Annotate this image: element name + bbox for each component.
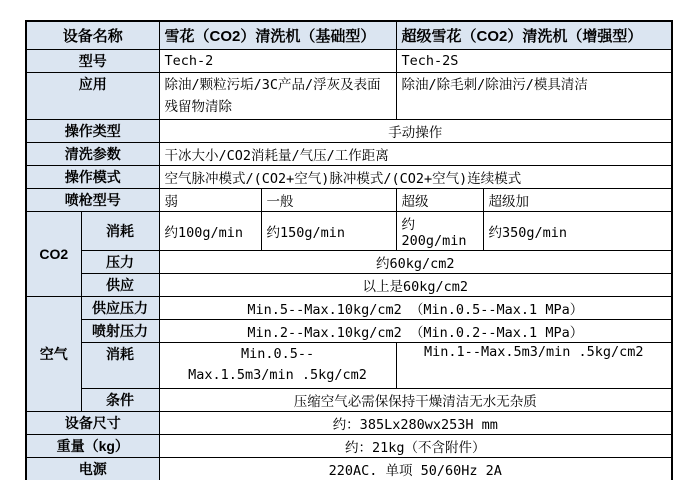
co2-consumption-normal: 约150g/min xyxy=(261,211,396,250)
row-weight xyxy=(26,434,672,457)
row-air-jet-pressure xyxy=(26,319,672,342)
air-group-label: 空气 xyxy=(26,296,81,411)
air-consumption-basic-line2: Max.1.5m3/min .5kg/cm2 xyxy=(188,366,367,383)
power-label: 电源 xyxy=(26,457,159,480)
air-condition-label: 条件 xyxy=(81,388,159,411)
gun-level-super: 超级 xyxy=(396,188,483,211)
co2-consumption-super-plus: 约350g/min xyxy=(483,211,672,250)
power-value: 220AC. 单项 50/60Hz 2A xyxy=(159,457,672,480)
spec-table xyxy=(25,20,673,480)
operation-mode-label: 操作模式 xyxy=(26,165,159,188)
application-basic: 除油/颗粒污垢/3C产品/浮灰及表面残留物清除 xyxy=(159,72,396,119)
operation-type-label: 操作类型 xyxy=(26,119,159,142)
co2-pressure-value: 约60kg/cm2 xyxy=(159,250,672,273)
row-co2-consumption xyxy=(26,211,672,250)
device-name-basic: 雪花（CO2）清洗机（基础型） xyxy=(159,21,396,49)
row-air-supply-pressure xyxy=(26,296,672,319)
air-consumption-basic xyxy=(159,342,396,388)
row-air-consumption xyxy=(26,342,672,388)
gun-level-weak: 弱 xyxy=(159,188,261,211)
air-consumption-basic-line1: Min.0.5-- xyxy=(240,345,315,362)
co2-pressure-label: 压力 xyxy=(81,250,159,273)
gun-level-super-plus: 超级加 xyxy=(483,188,672,211)
co2-consumption-weak: 约100g/min xyxy=(159,211,261,250)
row-application xyxy=(26,72,672,119)
model-enhanced: Tech-2S xyxy=(396,49,672,72)
application-label: 应用 xyxy=(26,72,159,119)
cleaning-params-value: 干冰大小/CO2消耗量/气压/工作距离 xyxy=(159,142,672,165)
row-operation-type xyxy=(26,119,672,142)
co2-group-label: CO2 xyxy=(26,211,81,296)
co2-consumption-super: 约200g/min xyxy=(396,211,483,250)
air-jet-pressure-value: Min.2--Max.10kg/cm2 （Min.0.2--Max.1 MPa） xyxy=(159,319,672,342)
co2-consumption-label: 消耗 xyxy=(81,211,159,250)
model-basic: Tech-2 xyxy=(159,49,396,72)
co2-supply-value: 以上是60kg/cm2 xyxy=(159,273,672,296)
weight-label: 重量（kg） xyxy=(26,434,159,457)
air-jet-pressure-label: 喷射压力 xyxy=(81,319,159,342)
row-gun-model xyxy=(26,188,672,211)
row-air-condition xyxy=(26,388,672,411)
row-co2-pressure xyxy=(26,250,672,273)
model-label: 型号 xyxy=(26,49,159,72)
dimensions-label: 设备尺寸 xyxy=(26,411,159,434)
air-supply-pressure-value: Min.5--Max.10kg/cm2 （Min.0.5--Max.1 MPa） xyxy=(159,296,672,319)
application-enhanced: 除油/除毛刺/除油污/模具清洁 xyxy=(396,72,672,119)
weight-value: 约：21kg（不含附件） xyxy=(159,434,672,457)
row-model xyxy=(26,49,672,72)
air-supply-pressure-label: 供应压力 xyxy=(81,296,159,319)
air-consumption-enhanced: Min.1--Max.5m3/min .5kg/cm2 xyxy=(396,342,672,388)
dimensions-value: 约：385Lx280wx253H mm xyxy=(159,411,672,434)
gun-model-label: 喷枪型号 xyxy=(26,188,159,211)
operation-type-value: 手动操作 xyxy=(159,119,672,142)
air-consumption-label: 消耗 xyxy=(81,342,159,388)
air-condition-value: 压缩空气必需保保持干燥清洁无水无杂质 xyxy=(159,388,672,411)
row-power xyxy=(26,457,672,480)
gun-level-normal: 一般 xyxy=(261,188,396,211)
row-cleaning-params xyxy=(26,142,672,165)
device-name-label: 设备名称 xyxy=(26,21,159,49)
row-operation-mode xyxy=(26,165,672,188)
row-device-name xyxy=(26,21,672,49)
device-name-enhanced: 超级雪花（CO2）清洗机（增强型） xyxy=(396,21,672,49)
operation-mode-value: 空气脉冲模式/(CO2+空气)脉冲模式/(CO2+空气)连续模式 xyxy=(159,165,672,188)
row-co2-supply xyxy=(26,273,672,296)
cleaning-params-label: 清洗参数 xyxy=(26,142,159,165)
co2-supply-label: 供应 xyxy=(81,273,159,296)
row-dimensions xyxy=(26,411,672,434)
